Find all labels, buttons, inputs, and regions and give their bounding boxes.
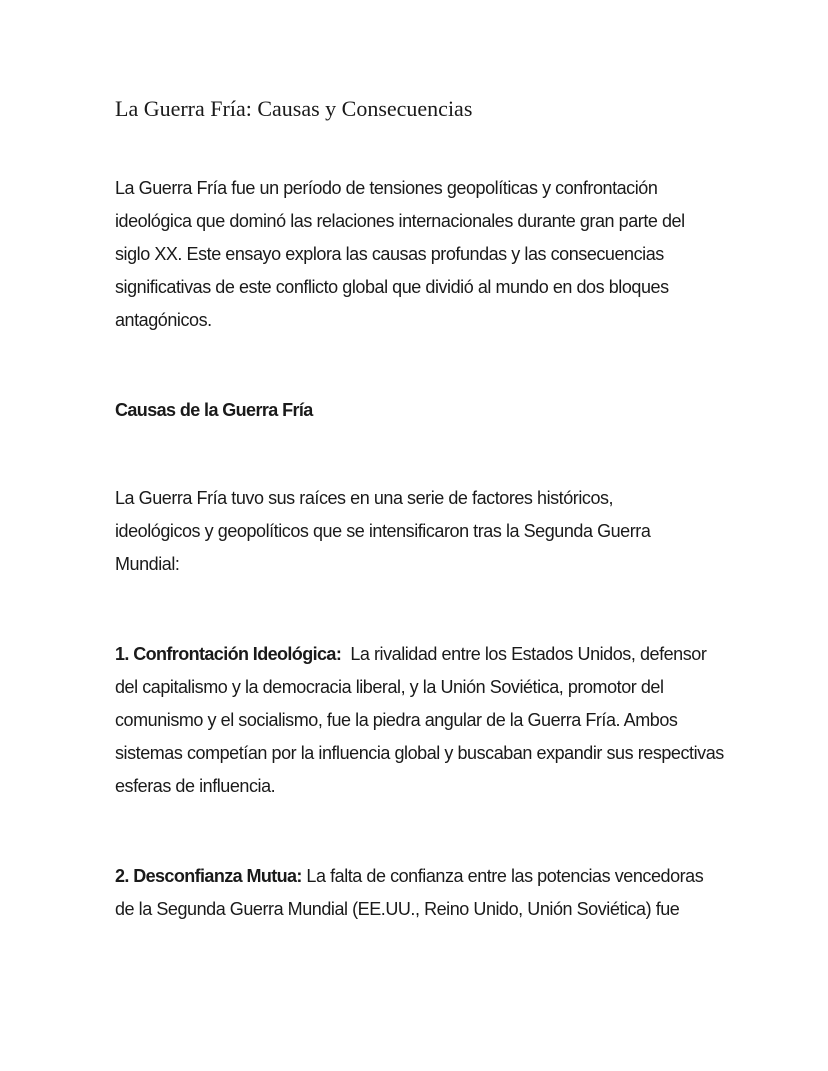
document-title: La Guerra Fría: Causas y Consecuencias bbox=[115, 96, 473, 121]
point-paragraph-distrust bbox=[115, 860, 725, 926]
point-text: La falta de confianza entre las potencias vencedoras de la Segunda Guerra Mundial (EE.UU., Reino Unido, Unión Soviética) fue bbox=[115, 866, 704, 919]
point-lead: 1. Confrontación Ideológica: bbox=[115, 644, 342, 664]
point-paragraph-ideological bbox=[115, 638, 725, 803]
causes-intro-paragraph: La Guerra Fría tuvo sus raíces en una serie de factores históricos, ideológicos y geopolíticos que se intensificaron tras la Segunda Guerra Mundial: bbox=[115, 488, 651, 574]
section-heading: Causas de la Guerra Fría bbox=[115, 400, 313, 420]
point-lead: 2. Desconfianza Mutua: bbox=[115, 866, 302, 886]
point-text: La rivalidad entre los Estados Unidos, defensor del capitalismo y la democracia liberal, y la Unión Soviética, promotor del comunismo y el socialismo, fue la piedra angular de la Guerra Fría. Ambos sistemas competían por la influencia global y buscaban expandir sus respectivas esferas de influencia. bbox=[115, 644, 724, 796]
intro-paragraph: La Guerra Fría fue un período de tensiones geopolíticas y confrontación ideológica que dominó las relaciones internacionales durante gran parte del siglo XX. Este ensayo explora las causas profundas y las consecuencias significativas de este conflicto global que dividió al mundo en dos bloques antagónicos. bbox=[115, 178, 685, 330]
